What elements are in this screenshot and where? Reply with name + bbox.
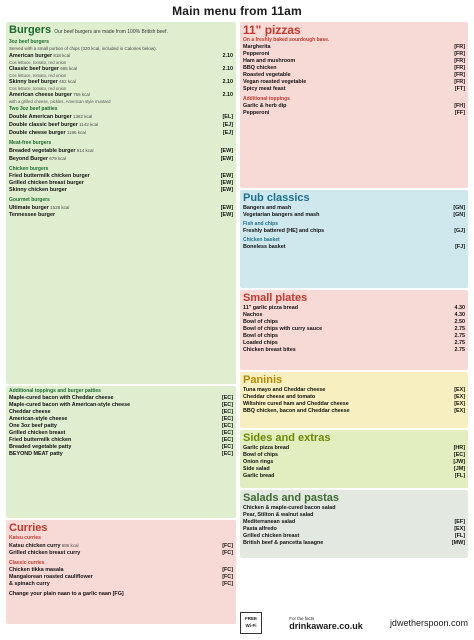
menu-item-price: 4.30 bbox=[454, 312, 465, 318]
menu-item-name: Vegetarian bangers and mash bbox=[243, 212, 320, 218]
burgers-list-1 bbox=[9, 52, 233, 104]
menu-item bbox=[243, 212, 465, 219]
footer bbox=[240, 610, 468, 636]
menu-item bbox=[243, 58, 465, 65]
menu-item-price: [EW] bbox=[220, 155, 233, 162]
menu-item bbox=[243, 526, 465, 533]
menu-item-name: Fried buttermilk chicken burger bbox=[9, 172, 90, 179]
menu-item-name: Roasted vegetable bbox=[243, 72, 291, 78]
menu-item-name: Loaded chips bbox=[243, 340, 278, 346]
menu-item-name: Grilled chicken breast bbox=[9, 430, 66, 436]
menu-item bbox=[9, 180, 233, 187]
menu-item-kcal: 1142 kcal bbox=[77, 121, 99, 127]
menu-item-name: Pepperoni bbox=[243, 110, 270, 116]
burgers-sub2: Two 3oz beef patties bbox=[9, 105, 58, 112]
menu-item-name: American-style cheese bbox=[9, 416, 68, 422]
menu-item bbox=[9, 121, 233, 129]
menu-item-name: 11" garlic pizza bread bbox=[243, 305, 298, 311]
menu-item-name: Bowl of chips bbox=[243, 333, 279, 339]
menu-item-name: American cheese burger 755 kcal bbox=[9, 91, 90, 98]
menu-item-price: [FC] bbox=[222, 550, 233, 556]
pub-list bbox=[243, 205, 465, 219]
pub-panel bbox=[240, 190, 468, 288]
menu-item-name: Pear, Stilton & walnut salad bbox=[243, 512, 314, 518]
burgers-panel bbox=[6, 22, 236, 384]
menu-item bbox=[243, 72, 465, 79]
menu-item-name: Chicken tikka masala bbox=[9, 567, 64, 573]
menu-item-price: 2.10 bbox=[222, 52, 233, 59]
menu-item-price: [EC] bbox=[221, 423, 233, 429]
menu-item bbox=[243, 445, 465, 452]
menu-item-name: Side salad bbox=[243, 466, 270, 472]
menu-item bbox=[243, 244, 465, 251]
menu-item-kcal: 818 kcal bbox=[52, 52, 71, 58]
menu-item-name: Chicken & maple-cured bacon salad bbox=[243, 505, 336, 511]
menu-item-name: Boneless basket bbox=[243, 244, 286, 250]
menu-item bbox=[9, 113, 233, 121]
menu-item-desc: with a grilled cheese, pickles, American style mustard bbox=[9, 98, 111, 104]
menu-item bbox=[243, 326, 465, 333]
menu-item-price: [EJ] bbox=[222, 121, 233, 128]
menu-item-name: Mediterranean salad bbox=[243, 519, 296, 525]
menu-item bbox=[243, 305, 465, 312]
page-title: Main menu from 11am bbox=[172, 4, 302, 18]
menu-item-name: American burger 818 kcal bbox=[9, 52, 71, 59]
menu-item bbox=[243, 512, 465, 519]
menu-item bbox=[243, 86, 465, 93]
menu-item-name: Beyond Burger 679 kcal bbox=[9, 155, 66, 162]
website-link[interactable]: jdwetherspoon.com bbox=[389, 618, 468, 628]
burgers-list-2 bbox=[9, 113, 233, 137]
menu-item bbox=[9, 129, 233, 137]
menu-item bbox=[243, 228, 465, 235]
curries-list-2 bbox=[9, 567, 233, 588]
menu-item bbox=[9, 542, 233, 550]
curries-heading: Curries bbox=[9, 522, 48, 534]
menu-item-name: Freshly battered [HE] and chips bbox=[243, 228, 325, 234]
menu-item bbox=[9, 430, 233, 437]
paninis-heading: Paninis bbox=[243, 374, 283, 386]
menu-item bbox=[9, 574, 233, 581]
menu-item-price: [FC] bbox=[222, 581, 233, 587]
toppings-heading: Additional toppings and burger patties bbox=[9, 388, 101, 394]
menu-item bbox=[9, 173, 233, 180]
burgers-sub1-note: Served with a small portion of chips (320 kcal, included in Calories below). bbox=[9, 46, 157, 51]
burgers-heading: Burgers Our beef burgers are made from 100% British beef. bbox=[9, 24, 168, 36]
menu-item-price: [GJ] bbox=[454, 228, 465, 234]
menu-item-price: [FR] bbox=[454, 65, 465, 71]
menu-item-price: 4.30 bbox=[454, 305, 465, 311]
burgers-sub4: Chicken burgers bbox=[9, 165, 49, 172]
menu-item-name: Bowl of chips with curry sauce bbox=[243, 326, 323, 332]
menu-item-price: [EC] bbox=[221, 402, 233, 408]
menu-item bbox=[9, 444, 233, 451]
menu-item bbox=[9, 409, 233, 416]
menu-item-name: Grilled chicken breast curry bbox=[9, 550, 81, 556]
chicken-basket-list bbox=[243, 244, 465, 251]
menu-item bbox=[9, 65, 233, 73]
chicken-basket-heading: Chicken basket bbox=[243, 237, 465, 244]
menu-item-price: 2.75 bbox=[454, 326, 465, 332]
menu-item-price: [EC] bbox=[221, 451, 233, 457]
toppings-list bbox=[9, 395, 233, 458]
burgers-list-3 bbox=[9, 147, 233, 163]
menu-item-name: Mangalorean roasted cauliflower bbox=[9, 574, 93, 580]
menu-item bbox=[9, 91, 233, 99]
menu-item-price: [EW] bbox=[220, 147, 233, 154]
menu-item-price: [GN] bbox=[453, 205, 465, 211]
menu-item-name: Grilled chicken breast bbox=[243, 533, 300, 539]
menu-item bbox=[243, 505, 465, 512]
menu-item-price: [EC] bbox=[221, 416, 233, 422]
menu-item-name: Double cheese burger 1196 kcal bbox=[9, 129, 86, 136]
menu-item-price: [EX] bbox=[454, 526, 465, 532]
menu-item-price: 2.75 bbox=[454, 347, 465, 353]
menu-item bbox=[9, 78, 233, 86]
menu-item-name: Pasta alfredo bbox=[243, 526, 277, 532]
pizza-toppings-heading: Additional toppings bbox=[243, 96, 290, 102]
menu-item-name: & spinach curry bbox=[9, 581, 50, 587]
menu-item-price: [JM] bbox=[453, 466, 465, 472]
pizzas-list bbox=[243, 44, 465, 93]
menu-item-price: 2.75 bbox=[454, 340, 465, 346]
menu-item-price: [FL] bbox=[454, 533, 465, 539]
menu-item-name: Breaded vegetable burger 914 kcal bbox=[9, 147, 94, 154]
menu-item-name: Ham and mushroom bbox=[243, 58, 296, 64]
menu-item-price: [FF] bbox=[454, 110, 465, 116]
menu-item bbox=[243, 401, 465, 408]
menu-item-desc: Cos lettuce, tomato, red onion bbox=[9, 85, 67, 91]
menu-item-price: [FL] bbox=[454, 473, 465, 479]
sides-heading: Sides and extras bbox=[243, 432, 331, 444]
menu-item bbox=[243, 51, 465, 58]
menu-item bbox=[243, 387, 465, 394]
burgers-sub1: 3oz beef burgers bbox=[9, 39, 50, 45]
small-plates-panel bbox=[240, 290, 468, 370]
menu-item bbox=[9, 187, 233, 194]
menu-item-name: Bangers and mash bbox=[243, 205, 292, 211]
menu-item-name: Garlic & herb dip bbox=[243, 103, 287, 109]
menu-item bbox=[9, 423, 233, 430]
menu-item-kcal: 686 kcal bbox=[60, 543, 79, 548]
menu-item-name: Fried buttermilk chicken bbox=[9, 437, 72, 443]
menu-item-name: Margherita bbox=[243, 44, 271, 50]
menu-item-price: [MW] bbox=[451, 540, 465, 546]
menu-item-price: [EJ] bbox=[222, 129, 233, 136]
left-column bbox=[6, 22, 236, 626]
menu-item-name: Tennessee burger bbox=[9, 211, 56, 218]
menu-item bbox=[9, 550, 233, 557]
menu-item-price: [EW] bbox=[220, 211, 233, 218]
pizzas-sub: On a freshly baked sourdough base. bbox=[243, 37, 330, 43]
menu-item bbox=[243, 205, 465, 212]
menu-item bbox=[9, 204, 233, 212]
menu-item-desc: Cos lettuce, tomato, red onion bbox=[9, 72, 67, 78]
menu-item bbox=[243, 408, 465, 415]
menu-item-name: Nachos bbox=[243, 312, 263, 318]
menu-item-price: [EW] bbox=[220, 172, 233, 179]
menu-item-price: [EF] bbox=[454, 519, 465, 525]
menu-item-name: BBQ chicken bbox=[243, 65, 277, 71]
menu-item-price: [EW] bbox=[220, 204, 233, 211]
menu-item-price: 2.75 bbox=[454, 333, 465, 339]
menu-item-name: Maple-cured bacon with American-style cheese bbox=[9, 402, 131, 408]
pub-heading: Pub classics bbox=[243, 192, 465, 205]
menu-item-price: 2.10 bbox=[222, 78, 233, 85]
menu-item-name: Skinny beef burger 452 kcal bbox=[9, 78, 76, 85]
menu-item bbox=[9, 212, 233, 219]
menu-item bbox=[243, 44, 465, 51]
menu-item-price: [EW] bbox=[220, 179, 233, 186]
menu-item-kcal: 452 kcal bbox=[57, 78, 76, 84]
menu-item bbox=[9, 567, 233, 574]
salads-list bbox=[243, 505, 465, 547]
menu-item-kcal: 1196 kcal bbox=[65, 129, 86, 135]
menu-item-kcal: 679 kcal bbox=[47, 155, 66, 161]
right-column bbox=[240, 22, 468, 560]
menu-item bbox=[9, 147, 233, 155]
menu-item-price: 2.10 bbox=[222, 91, 233, 98]
menu-item bbox=[243, 65, 465, 72]
menu-item-name: Classic beef burger 695 kcal bbox=[9, 65, 78, 72]
menu-item-name: Spicy meat feast bbox=[243, 86, 286, 92]
pizzas-panel bbox=[240, 22, 468, 188]
menu-item-kcal: 1362 kcal bbox=[71, 113, 93, 119]
menu-item-price: [EX] bbox=[454, 394, 465, 400]
menu-item bbox=[243, 459, 465, 466]
pizzas-heading: 11" pizzas bbox=[243, 23, 301, 37]
menu-item bbox=[243, 466, 465, 473]
menu-item-kcal: 1528 kcal bbox=[48, 204, 70, 210]
menu-item-price: [EC] bbox=[453, 452, 465, 458]
menu-item-name: BEYOND MEAT patty bbox=[9, 451, 63, 457]
burgers-sub3: Meat-free burgers bbox=[9, 139, 52, 146]
menu-item bbox=[9, 437, 233, 444]
curries-list-1 bbox=[9, 542, 233, 557]
menu-item-name: Skinny chicken burger bbox=[9, 186, 67, 193]
menu-item-price: [EC] bbox=[221, 437, 233, 443]
toppings-panel bbox=[6, 386, 236, 518]
burgers-list-4 bbox=[9, 173, 233, 194]
menu-item-name: Katsu chicken curry 686 kcal bbox=[9, 543, 79, 549]
menu-item-name: Double American burger 1362 kcal bbox=[9, 113, 93, 120]
menu-item-price: [FC] bbox=[222, 567, 233, 573]
menu-item-price: [EW] bbox=[220, 186, 233, 193]
burgers-sub5: Gourmet burgers bbox=[9, 196, 50, 203]
menu-item-price: [FC] bbox=[222, 574, 233, 580]
curries-sub2: Classic curries bbox=[9, 560, 45, 566]
menu-item-price: [FR] bbox=[454, 44, 465, 50]
menu-item bbox=[243, 533, 465, 540]
menu-item-price: [EL] bbox=[222, 113, 233, 120]
menu-item-name: Tuna mayo and Cheddar cheese bbox=[243, 387, 326, 393]
menu-item bbox=[243, 319, 465, 326]
menu-item-name: Double classic beef burger 1142 kcal bbox=[9, 121, 99, 128]
menu-item-name: One 3oz beef patty bbox=[9, 423, 57, 429]
menu-item bbox=[243, 473, 465, 480]
small-plates-heading: Small plates bbox=[243, 292, 308, 304]
menu-item-price: 2.50 bbox=[454, 319, 465, 325]
menu-item-price: [EC] bbox=[221, 430, 233, 436]
curries-footer: Change your plain naan to a garlic naan [FG] bbox=[9, 591, 124, 597]
paninis-panel bbox=[240, 372, 468, 428]
paninis-list bbox=[243, 387, 465, 415]
menu-item-name: Maple-cured bacon with Cheddar cheese bbox=[9, 395, 114, 401]
menu-item bbox=[243, 103, 465, 110]
menu-item bbox=[243, 452, 465, 459]
menu-item bbox=[243, 540, 465, 547]
menu-item bbox=[9, 416, 233, 423]
menu-item-name: Chicken breast bites bbox=[243, 347, 296, 353]
menu-item-price: [FR] bbox=[454, 51, 465, 57]
burgers-list-5 bbox=[9, 204, 233, 219]
menu-item-price: [EC] bbox=[221, 395, 233, 401]
menu-item-kcal: 755 kcal bbox=[71, 91, 90, 97]
menu-item-name: Bowl of chips bbox=[243, 319, 279, 325]
menu-item-name: Ultimate burger 1528 kcal bbox=[9, 204, 70, 211]
menu-item-price: [FC] bbox=[222, 543, 233, 549]
menu-item-price: 2.10 bbox=[222, 65, 233, 72]
menu-item-price: [FT] bbox=[454, 86, 465, 92]
menu-item bbox=[243, 79, 465, 86]
menu-item bbox=[243, 340, 465, 347]
curries-panel bbox=[6, 520, 236, 624]
menu-item bbox=[243, 333, 465, 340]
menu-item-price: [HR] bbox=[453, 445, 465, 451]
menu-item-name: Vegan roasted vegetable bbox=[243, 79, 307, 85]
sides-list bbox=[243, 445, 465, 480]
menu-item-price: [EC] bbox=[221, 444, 233, 450]
menu-item-name: Wiltshire cured ham and Cheddar cheese bbox=[243, 401, 349, 407]
drinkaware-logo: For the facts drinkaware.co.uk bbox=[289, 615, 363, 631]
menu-item-name: Onion rings bbox=[243, 459, 274, 465]
salads-heading: Salads and pastas bbox=[243, 492, 339, 504]
menu-item-kcal: 914 kcal bbox=[75, 147, 94, 153]
menu-item-name: Pepperoni bbox=[243, 51, 270, 57]
menu-item-name: British beef & pancetta lasagne bbox=[243, 540, 324, 546]
menu-item-name: Garlic bread bbox=[243, 473, 275, 479]
menu-item-price: [EX] bbox=[454, 408, 465, 414]
sides-panel bbox=[240, 430, 468, 488]
menu-item-price: [FR] bbox=[454, 58, 465, 64]
menu-item-name: Grilled chicken breast burger bbox=[9, 179, 84, 186]
menu-item bbox=[9, 395, 233, 402]
menu-item-kcal: 695 kcal bbox=[59, 65, 78, 71]
menu-item bbox=[243, 519, 465, 526]
menu-item-name: Cheddar cheese and tomato bbox=[243, 394, 316, 400]
menu-item bbox=[243, 312, 465, 319]
menu-item-name: Breaded vegetable patty bbox=[9, 444, 72, 450]
menu-item-name: Cheddar cheese bbox=[9, 409, 51, 415]
wifi-icon: FREE Wi-Fi bbox=[240, 612, 262, 634]
menu-item-price: [FJ] bbox=[455, 244, 465, 250]
menu-item-price: [JW] bbox=[453, 459, 465, 465]
menu-item-price: [EX] bbox=[454, 387, 465, 393]
menu-item-name: Bowl of chips bbox=[243, 452, 279, 458]
menu-item bbox=[9, 52, 233, 60]
menu-item-price: [EC] bbox=[221, 409, 233, 415]
menu-item-name: Garlic pizza bread bbox=[243, 445, 290, 451]
curries-sub1: Katsu curries bbox=[9, 535, 41, 541]
menu-item-name: BBQ chicken, bacon and Cheddar cheese bbox=[243, 408, 350, 414]
salads-panel bbox=[240, 490, 468, 558]
menu-item-price: [FR] bbox=[454, 79, 465, 85]
menu-item bbox=[9, 402, 233, 409]
menu-item bbox=[243, 347, 465, 354]
menu-item-desc: Cos lettuce, tomato, red onion bbox=[9, 59, 67, 65]
menu-item bbox=[9, 155, 233, 163]
menu-item bbox=[9, 451, 233, 458]
menu-item-price: [FR] bbox=[454, 72, 465, 78]
fish-list bbox=[243, 228, 465, 235]
fish-heading: Fish and chips bbox=[243, 221, 465, 228]
menu-item bbox=[243, 110, 465, 117]
small-plates-list bbox=[243, 305, 465, 354]
menu-item bbox=[9, 581, 233, 588]
menu-item-price: [EX] bbox=[454, 401, 465, 407]
pizza-toppings-list bbox=[243, 103, 465, 117]
menu-item-price: [GN] bbox=[453, 212, 465, 218]
menu-item bbox=[243, 394, 465, 401]
menu-item-price: [FH] bbox=[454, 103, 465, 109]
